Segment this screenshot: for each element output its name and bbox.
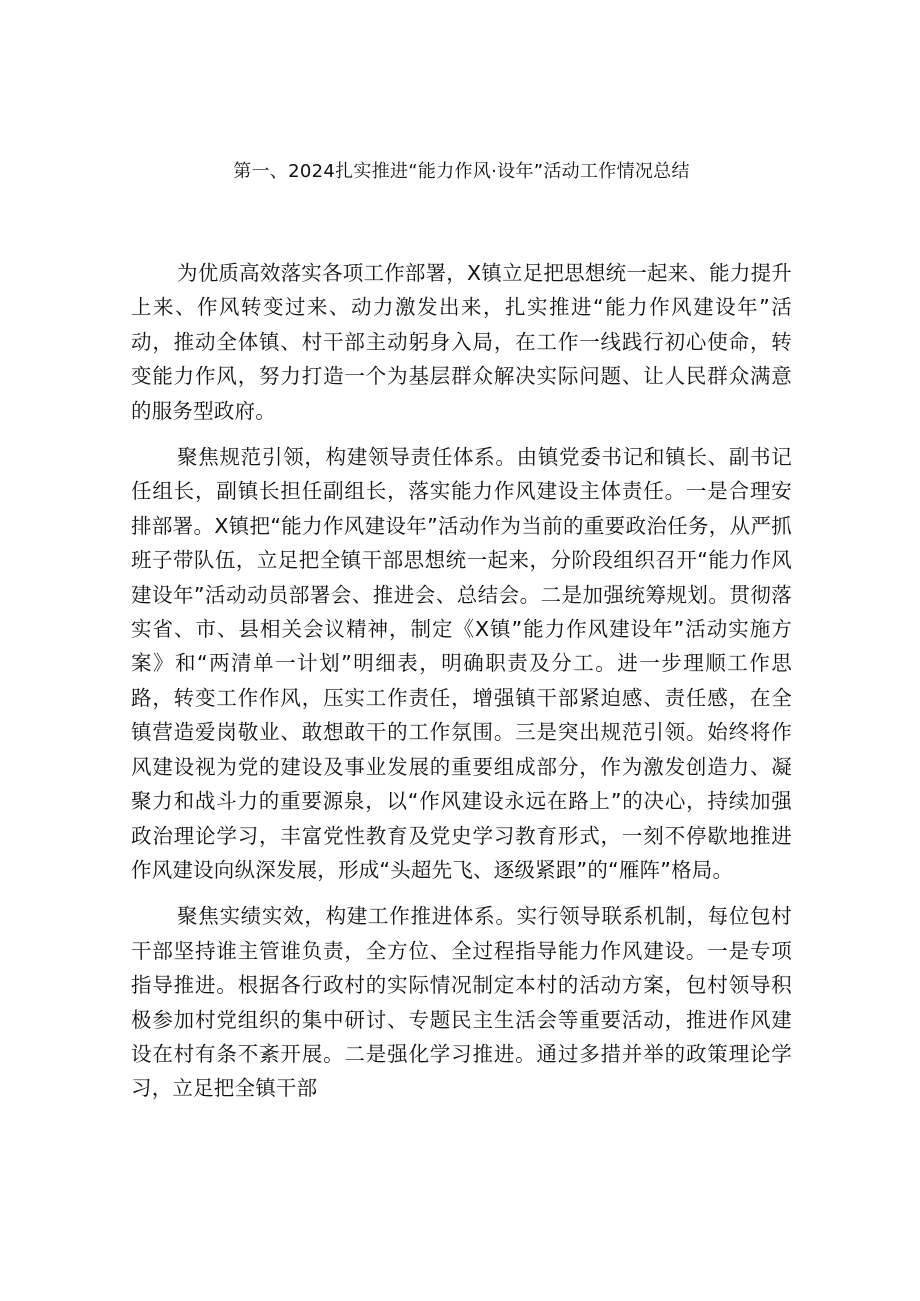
- paragraph-intro: 为优质高效落实各项工作部署，X镇立足把思想统一起来、能力提升上来、作风转变过来、动力激发出来，扎实推进“能力作风建设年”活动，推动全体镇、村干部主动躬身入局，在工作一线践行初心使命，转变能力作风，努力打造一个为基层群众解决实际问题、让人民群众满意的服务型政府。: [131, 261, 792, 423]
- paragraph-work-promotion: 聚焦实绩实效，构建工作推进体系。实行领导联系机制，每位包村干部坚持谁主管谁负责，全方位、全过程指导能力作风建设。一是专项指导推进。根据各行政村的实际情况制定本村的活动方案，包村领导积极参加村党组织的集中研讨、专题民主生活会等重要活动，推进作风建设在村有条不紊开展。二是强化学习推进。通过多措并举的政策理论学习，立足把全镇干部: [131, 904, 792, 1101]
- document-title: 第一、2024扎实推进“能力作风·设年”活动工作情况总结: [233, 161, 690, 182]
- document-body: [131, 256, 792, 1106]
- paragraph-leadership: 聚焦规范引领，构建领导责任体系。由镇党委书记和镇长、副书记任组长，副镇长担任副组长，落实能力作风建设主体责任。一是合理安排部署。X镇把“能力作风建设年”活动作为当前的重要政治任务，从严抓班子带队伍，立足把全镇干部思想统一起来，分阶段组织召开“能力作风建设年”活动动员部署会、推进会、总结会。二是加强统筹规划。贯彻落实省、市、县相关会议精神，制定《X镇”能力作风建设年”活动实施方案》和“两清单一计划”明细表，明确职责及分工。进一步理顺工作思路，转变工作作风，压实工作责任，增强镇干部紧迫感、责任感，在全镇营造爱岗敬业、敢想敢干的工作氛围。三是突出规范引领。始终将作风建设视为党的建设及事业发展的重要组成部分，作为激发创造力、凝聚力和战斗力的重要源泉，以“作风建设永远在路上”的决心，持续加强政治理论学习，丰富党性教育及党史学习教育形式，一刻不停歇地推进作风建设向纵深发展，形成“头超先飞、逐级紧跟”的“雁阵”格局。: [131, 445, 792, 882]
